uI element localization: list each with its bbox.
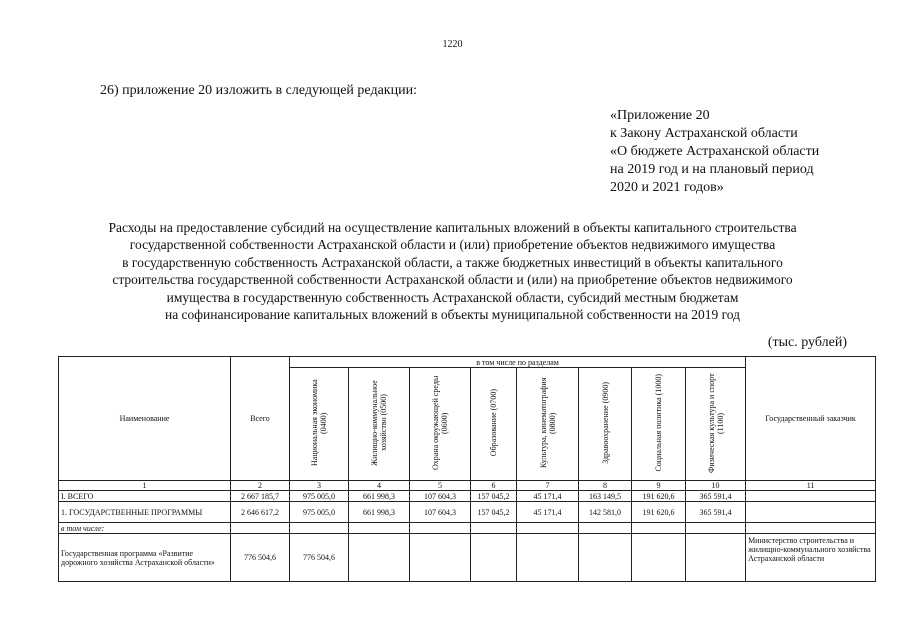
row-value: 45 171,4 <box>517 502 579 523</box>
table-row <box>59 491 876 502</box>
row-total: 776 504,6 <box>231 534 290 582</box>
header-section <box>686 368 746 481</box>
row-value: 107 604,3 <box>410 491 471 502</box>
column-number: 9 <box>632 481 686 491</box>
row-customer: Министерство строительства и жилищно-коммунального хозяйства Астраханской области <box>746 534 876 582</box>
title-line: Расходы на предоставление субсидий на осуществление капитальных вложений в объекты капитального строительства <box>108 220 797 235</box>
header-section-label: Здравоохранение (0900) <box>600 382 610 464</box>
row-value <box>686 523 746 534</box>
row-value <box>632 523 686 534</box>
title-line: имущества в государственную собственность Астраханской области, субсидий местным бюджетам <box>166 289 739 305</box>
column-number: 7 <box>517 481 579 491</box>
column-number: 1 <box>59 481 231 491</box>
row-name: 1. ГОСУДАРСТВЕННЫЕ ПРОГРАММЫ <box>59 502 231 523</box>
header-section-label: Жилищно-коммунальное хозяйство (0500) <box>370 380 388 466</box>
header-section <box>632 368 686 481</box>
row-total <box>231 523 290 534</box>
header-section <box>517 368 579 481</box>
header-total: Всего <box>231 357 290 481</box>
row-value <box>410 534 471 582</box>
row-value <box>349 534 410 582</box>
document-title <box>40 219 865 323</box>
row-value <box>517 523 579 534</box>
row-value: 975 005,0 <box>290 491 349 502</box>
row-value: 107 604,3 <box>410 502 471 523</box>
row-total: 2 667 185,7 <box>231 491 290 502</box>
row-name: I. ВСЕГО <box>59 491 231 502</box>
row-value: 157 045,2 <box>471 491 517 502</box>
row-customer <box>746 523 876 534</box>
title-line: государственной собственности Астраханской области и (или) приобретение объектов недвижимого имущества <box>129 237 776 253</box>
row-value <box>579 523 632 534</box>
table-row <box>59 502 876 523</box>
appendix-line: «О бюджете Астраханской области <box>610 144 820 159</box>
header-section-label: Образование (0700) <box>489 389 498 457</box>
row-value: 365 591,4 <box>686 491 746 502</box>
column-number-row <box>59 481 876 491</box>
row-value <box>349 523 410 534</box>
row-value: 45 171,4 <box>517 491 579 502</box>
row-value <box>471 523 517 534</box>
expenditure-table <box>58 356 876 582</box>
header-section <box>579 368 632 481</box>
column-number: 4 <box>349 481 410 491</box>
row-name: Государственная программа «Развитие дорожного хозяйства Астраханской области» <box>59 534 231 582</box>
table-row <box>59 523 876 534</box>
header-name: Наименование <box>59 357 231 481</box>
row-name: в том числе: <box>59 523 231 534</box>
header-sections-group: в том числе по разделам <box>290 357 746 368</box>
row-value: 776 504,6 <box>290 534 349 582</box>
amendment-intro: 26) приложение 20 изложить в следующей редакции: <box>100 83 417 98</box>
row-value <box>686 534 746 582</box>
appendix-line: на 2019 год и на плановый период <box>610 162 814 177</box>
column-number: 6 <box>471 481 517 491</box>
column-number: 2 <box>231 481 290 491</box>
row-value: 975 005,0 <box>290 502 349 523</box>
header-section <box>290 368 349 481</box>
row-value: 191 620,6 <box>632 502 686 523</box>
row-value <box>517 534 579 582</box>
column-number: 8 <box>579 481 632 491</box>
header-section <box>349 368 410 481</box>
row-total: 2 646 617,2 <box>231 502 290 523</box>
appendix-reference <box>610 107 819 197</box>
row-value: 661 998,3 <box>349 491 410 502</box>
header-section-label: Физическая культура и спорт (1100) <box>706 373 725 473</box>
row-value <box>410 523 471 534</box>
row-value: 365 591,4 <box>686 502 746 523</box>
row-customer <box>746 491 876 502</box>
row-value: 661 998,3 <box>349 502 410 523</box>
column-number: 3 <box>290 481 349 491</box>
row-value <box>579 534 632 582</box>
header-section-label: Культура, кинематография (0800) <box>538 377 557 469</box>
header-customer: Государственный заказчик <box>746 357 876 481</box>
header-section <box>471 368 517 481</box>
page-number: 1220 <box>442 39 463 50</box>
row-value: 142 581,0 <box>579 502 632 523</box>
header-section-label: Охрана окружающей среды (0600) <box>431 375 449 471</box>
header-section-label: Социальная политика (1000) <box>654 374 663 472</box>
header-section-label: Национальная экономика (0400) <box>310 379 328 467</box>
row-value: 163 149,5 <box>579 491 632 502</box>
appendix-line: 2020 и 2021 годов» <box>610 180 724 195</box>
header-section <box>410 368 471 481</box>
row-value <box>471 534 517 582</box>
row-customer <box>746 502 876 523</box>
column-number: 10 <box>686 481 746 491</box>
appendix-line: «Приложение 20 <box>610 108 710 123</box>
row-value: 157 045,2 <box>471 502 517 523</box>
column-number: 5 <box>410 481 471 491</box>
title-line: строительства государственной собственности Астраханской области и (или) на приобретение объектов недвижимого <box>112 272 793 288</box>
table-row <box>59 534 876 582</box>
row-value <box>632 534 686 582</box>
title-line: в государственную собственность Астраханской области, а также бюджетных инвестиций в объекты капитального <box>122 254 783 270</box>
title-line: на софинансирование капитальных вложений в объекты муниципальной собственности на 2019 год <box>164 307 741 323</box>
units-label: (тыс. рублей) <box>767 335 847 350</box>
row-value <box>290 523 349 534</box>
column-number: 11 <box>746 481 876 491</box>
row-value: 191 620,6 <box>632 491 686 502</box>
appendix-line: к Закону Астраханской области <box>610 126 798 141</box>
